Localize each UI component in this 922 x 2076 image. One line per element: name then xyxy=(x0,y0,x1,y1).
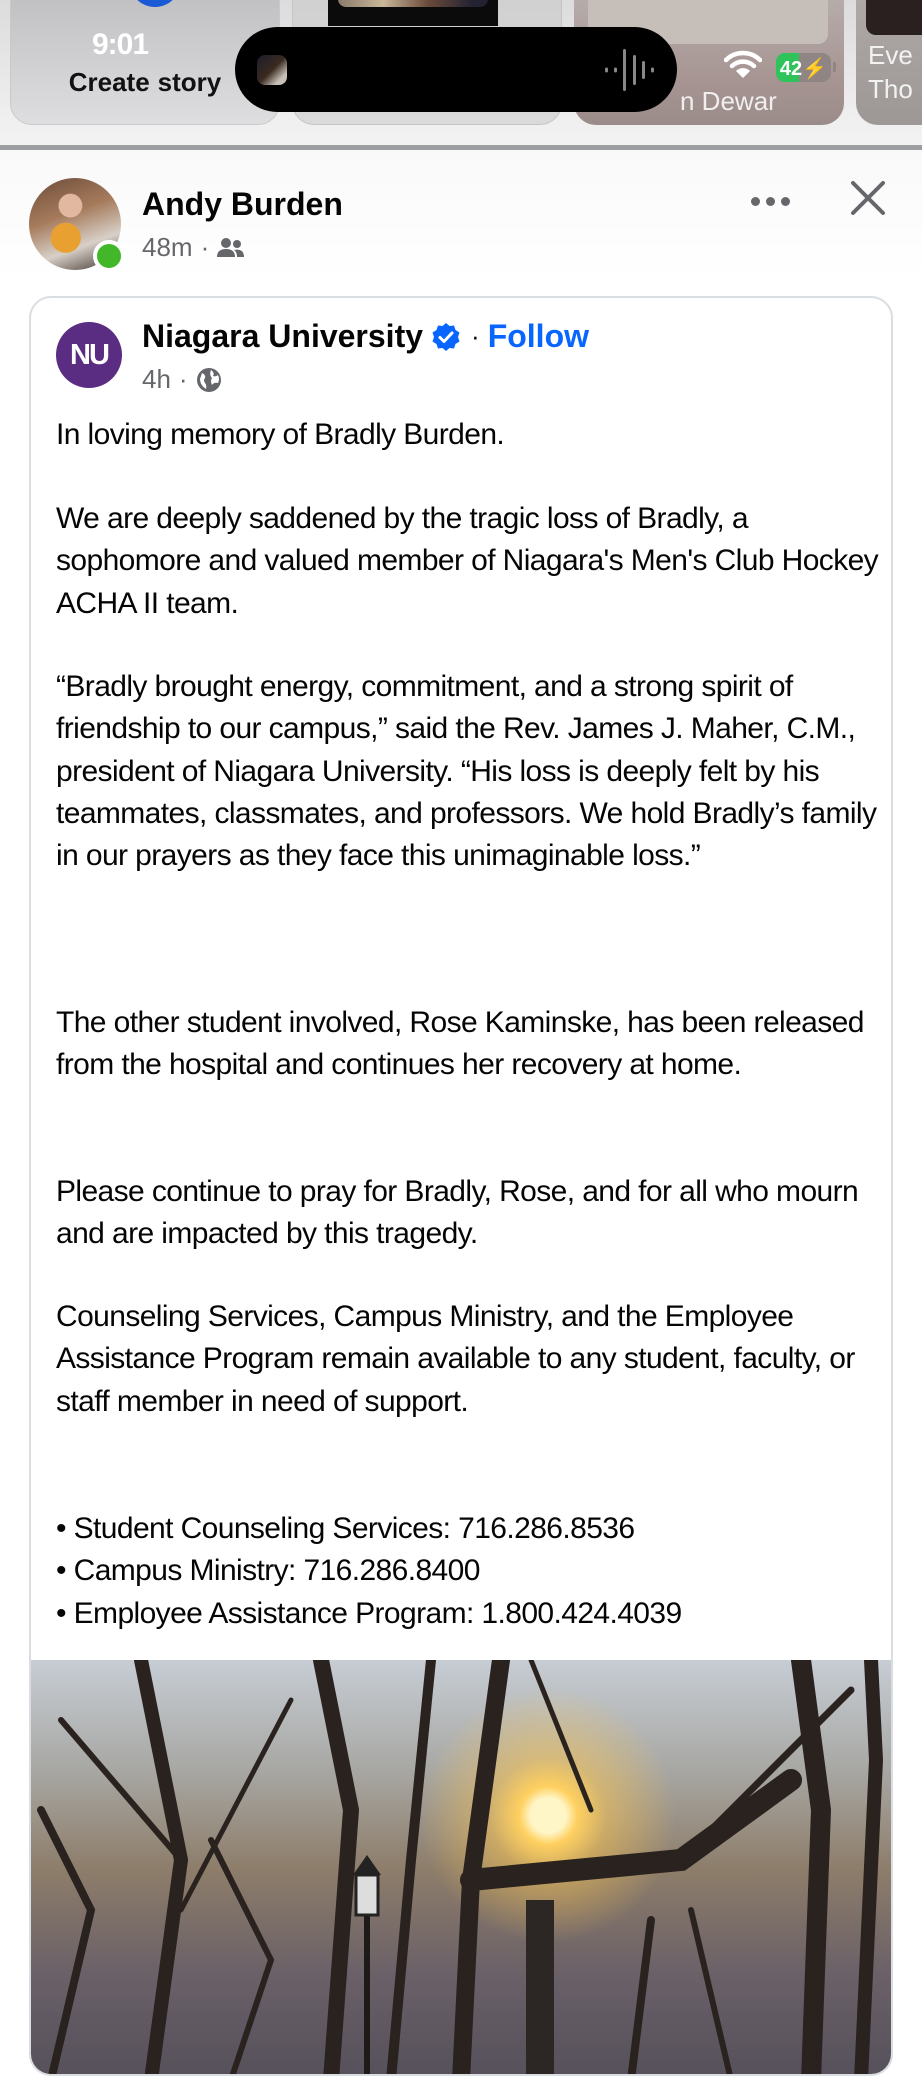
post-paragraph: “Bradly brought energy, commitment, and a strong spirit of friendship to our campus,” said the Rev. James J. Maher, C.M., president of Niagara University. “His loss is deeply felt by his teammates, classmates, and professors. We hold Bradly’s family in our prayers as they face this unimaginable loss.” xyxy=(56,670,877,873)
follow-button[interactable]: Follow xyxy=(487,318,589,354)
follow-separator: · xyxy=(471,321,480,351)
statue xyxy=(526,1900,554,2076)
post-paragraph: Counseling Services, Campus Ministry, and the Employee Assistance Program remain available to any student, faculty, or staff member in need of support. xyxy=(56,1300,855,1418)
post-photo[interactable] xyxy=(31,1660,893,2076)
friends-icon xyxy=(217,237,245,259)
page-name[interactable]: Niagara University xyxy=(142,318,424,354)
create-story-label: Create story xyxy=(68,67,222,97)
post-paragraph: The other student involved, Rose Kaminske, has been released from the hospital and continues her recovery at home. xyxy=(56,1006,864,1082)
story-label: Eve Tho xyxy=(868,40,913,104)
author-name[interactable]: Andy Burden xyxy=(142,186,343,222)
contact-list xyxy=(56,1508,892,1635)
page-logo[interactable]: NU xyxy=(56,322,122,388)
post-time[interactable]: 48m xyxy=(142,232,193,262)
globe-icon xyxy=(196,367,222,393)
lamp-post xyxy=(353,1855,381,2076)
story-thumbnail xyxy=(328,0,498,26)
shared-post-time[interactable]: 4h xyxy=(142,364,171,394)
create-story-plus-icon xyxy=(129,0,181,7)
waveform-icon xyxy=(605,47,655,92)
wifi-icon xyxy=(724,50,762,80)
post-header xyxy=(0,150,922,280)
post-paragraph: Please continue to pray for Bradly, Rose, and for all who mourn and are impacted by this tragedy. xyxy=(56,1175,859,1251)
post-meta xyxy=(142,232,245,263)
more-options-button[interactable] xyxy=(745,186,795,216)
story-card[interactable] xyxy=(856,0,922,125)
more-horizontal-icon xyxy=(751,197,760,206)
meta-separator: · xyxy=(200,232,210,262)
page-name-row xyxy=(142,318,589,355)
post-paragraph: We are deeply saddened by the tragic loss of Bradly, a sophomore and valued member of Niagara's Men's Club Hockey ACHA II team. xyxy=(56,502,879,620)
post-paragraph: In loving memory of Bradly Burden. xyxy=(56,418,505,451)
stories-strip xyxy=(0,0,922,146)
shared-post-meta xyxy=(142,364,222,395)
now-playing-thumbnail xyxy=(257,55,287,85)
tree-silhouette-illustration xyxy=(31,1660,893,2076)
contact-item[interactable]: • Student Counseling Services: 716.286.8536 xyxy=(56,1508,892,1550)
online-status-dot xyxy=(93,240,125,272)
story-thumbnail xyxy=(866,0,922,35)
close-icon[interactable] xyxy=(848,178,888,218)
contact-item[interactable]: • Campus Ministry: 716.286.8400 xyxy=(56,1550,892,1592)
contact-item[interactable]: • Employee Assistance Program: 1.800.424.4039 xyxy=(56,1593,892,1635)
charging-bolt-icon: ⚡ xyxy=(802,58,828,80)
status-time: 9:01 xyxy=(92,28,149,61)
story-label: n Dewar xyxy=(680,86,777,116)
dynamic-island[interactable] xyxy=(235,27,677,112)
battery-nub xyxy=(833,62,836,72)
verified-badge-icon xyxy=(431,322,461,352)
meta-separator: · xyxy=(178,364,188,394)
shared-post-card[interactable] xyxy=(29,296,893,2076)
battery-icon: 42⚡ xyxy=(776,53,831,82)
